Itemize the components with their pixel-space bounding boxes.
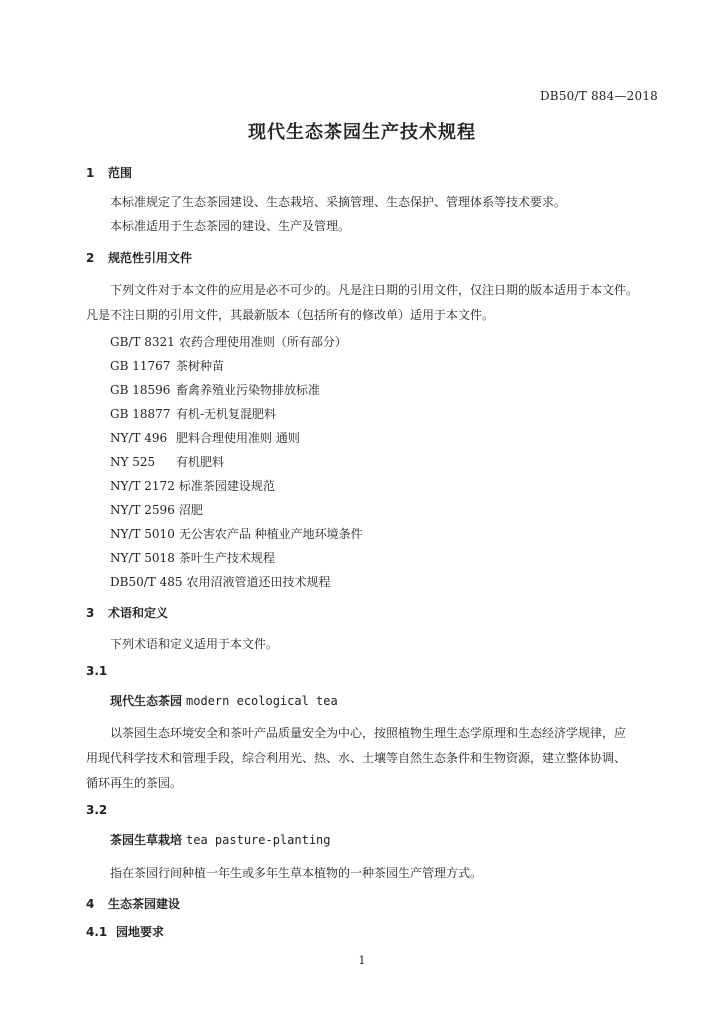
- reference-code: NY/T 5010: [110, 527, 175, 541]
- paragraph: 循环再生的茶园。: [86, 776, 183, 790]
- reference-code: NY/T 496: [110, 431, 168, 445]
- section-title: 规范性引用文件: [108, 251, 193, 265]
- term-heading: [110, 692, 338, 709]
- reference-code: NY/T 5018: [110, 551, 175, 565]
- term-chinese: 现代生态茶园: [110, 694, 183, 708]
- term-chinese: 茶园生草栽培: [110, 833, 183, 847]
- page-number: 1: [358, 954, 366, 967]
- reference-item: [110, 477, 275, 494]
- reference-item: [110, 549, 275, 566]
- paragraph: 本标准规定了生态茶园建设、生态栽培、采摘管理、生态保护、管理体系等技术要求。: [110, 195, 567, 209]
- reference-name: 畜禽养殖业污染物排放标准: [176, 383, 321, 397]
- standard-code: DB50/T 884—2018: [539, 89, 658, 103]
- paragraph: 下列术语和定义适用于本文件。: [110, 637, 279, 651]
- section-number: 4.1: [86, 925, 108, 939]
- paragraph: 指在茶园行间种植一年生或多年生草本植物的一种茶园生产管理方式。: [110, 866, 483, 880]
- term-3-1-number: 3.1: [86, 664, 108, 678]
- reference-code: NY/T 2596: [110, 503, 175, 517]
- section-title: 生态茶园建设: [108, 897, 181, 911]
- section-title: 园地要求: [116, 925, 165, 939]
- reference-name: 茶树种苗: [176, 359, 225, 373]
- reference-item: [110, 525, 363, 542]
- section-2-heading: [86, 249, 192, 266]
- section-number: 3: [86, 606, 95, 620]
- term-3-2-number: 3.2: [86, 803, 108, 817]
- section-title: 术语和定义: [108, 606, 169, 620]
- reference-item: [110, 453, 224, 470]
- reference-code: NY 525: [110, 455, 156, 469]
- reference-name: 沼肥: [178, 503, 203, 517]
- section-number: 2: [86, 251, 95, 265]
- reference-code: GB 18877: [110, 407, 171, 421]
- reference-name: 农药合理使用准则（所有部分）: [178, 335, 347, 349]
- paragraph: 以茶园生态环境安全和茶叶产品质量安全为中心，按照植物生理生态学原理和生态经济学规律，应: [110, 726, 627, 740]
- reference-item: [110, 357, 224, 374]
- reference-code: GB/T 8321: [110, 335, 175, 349]
- reference-item: [110, 573, 331, 590]
- term-english: modern ecological tea: [186, 694, 338, 708]
- reference-code: DB50/T 485: [110, 575, 183, 589]
- section-4-heading: [86, 895, 180, 912]
- reference-name: 茶叶生产技术规程: [178, 551, 275, 565]
- reference-name: 有机-无机复混肥料: [176, 407, 277, 421]
- paragraph: 本标准适用于生态茶园的建设、生产及管理。: [110, 219, 351, 233]
- document-title: 现代生态茶园生产技术规程: [248, 122, 476, 143]
- section-number: 4: [86, 897, 95, 911]
- reference-item: [110, 381, 320, 398]
- paragraph: 用现代科学技术和管理手段，综合利用光、热、水、土壤等自然生态条件和生物资源，建立整体协调、: [86, 751, 627, 765]
- section-3-heading: [86, 604, 168, 621]
- reference-item: [110, 405, 276, 422]
- reference-code: GB 18596: [110, 383, 171, 397]
- section-number: 1: [86, 166, 95, 180]
- subsection-4-1-heading: [86, 923, 164, 940]
- term-heading: [110, 831, 331, 848]
- paragraph: 凡是不注日期的引用文件，其最新版本（包括所有的修改单）适用于本文件。: [86, 308, 495, 322]
- reference-code: NY/T 2172: [110, 479, 175, 493]
- section-1-heading: [86, 164, 132, 181]
- reference-name: 有机肥料: [176, 455, 225, 469]
- reference-item: [110, 429, 300, 446]
- paragraph: 下列文件对于本文件的应用是必不可少的。凡是注日期的引用文件，仅注日期的版本适用于本文件。: [110, 283, 639, 297]
- reference-item: [110, 333, 347, 350]
- term-english: tea pasture-planting: [186, 833, 331, 847]
- reference-code: GB 11767: [110, 359, 171, 373]
- reference-name: 无公害农产品 种植业产地环境条件: [178, 527, 363, 541]
- reference-name: 肥料合理使用准则 通则: [176, 431, 300, 445]
- reference-name: 标准茶园建设规范: [178, 479, 275, 493]
- reference-name: 农用沼液管道还田技术规程: [186, 575, 331, 589]
- reference-item: [110, 501, 203, 518]
- section-title: 范围: [108, 166, 133, 180]
